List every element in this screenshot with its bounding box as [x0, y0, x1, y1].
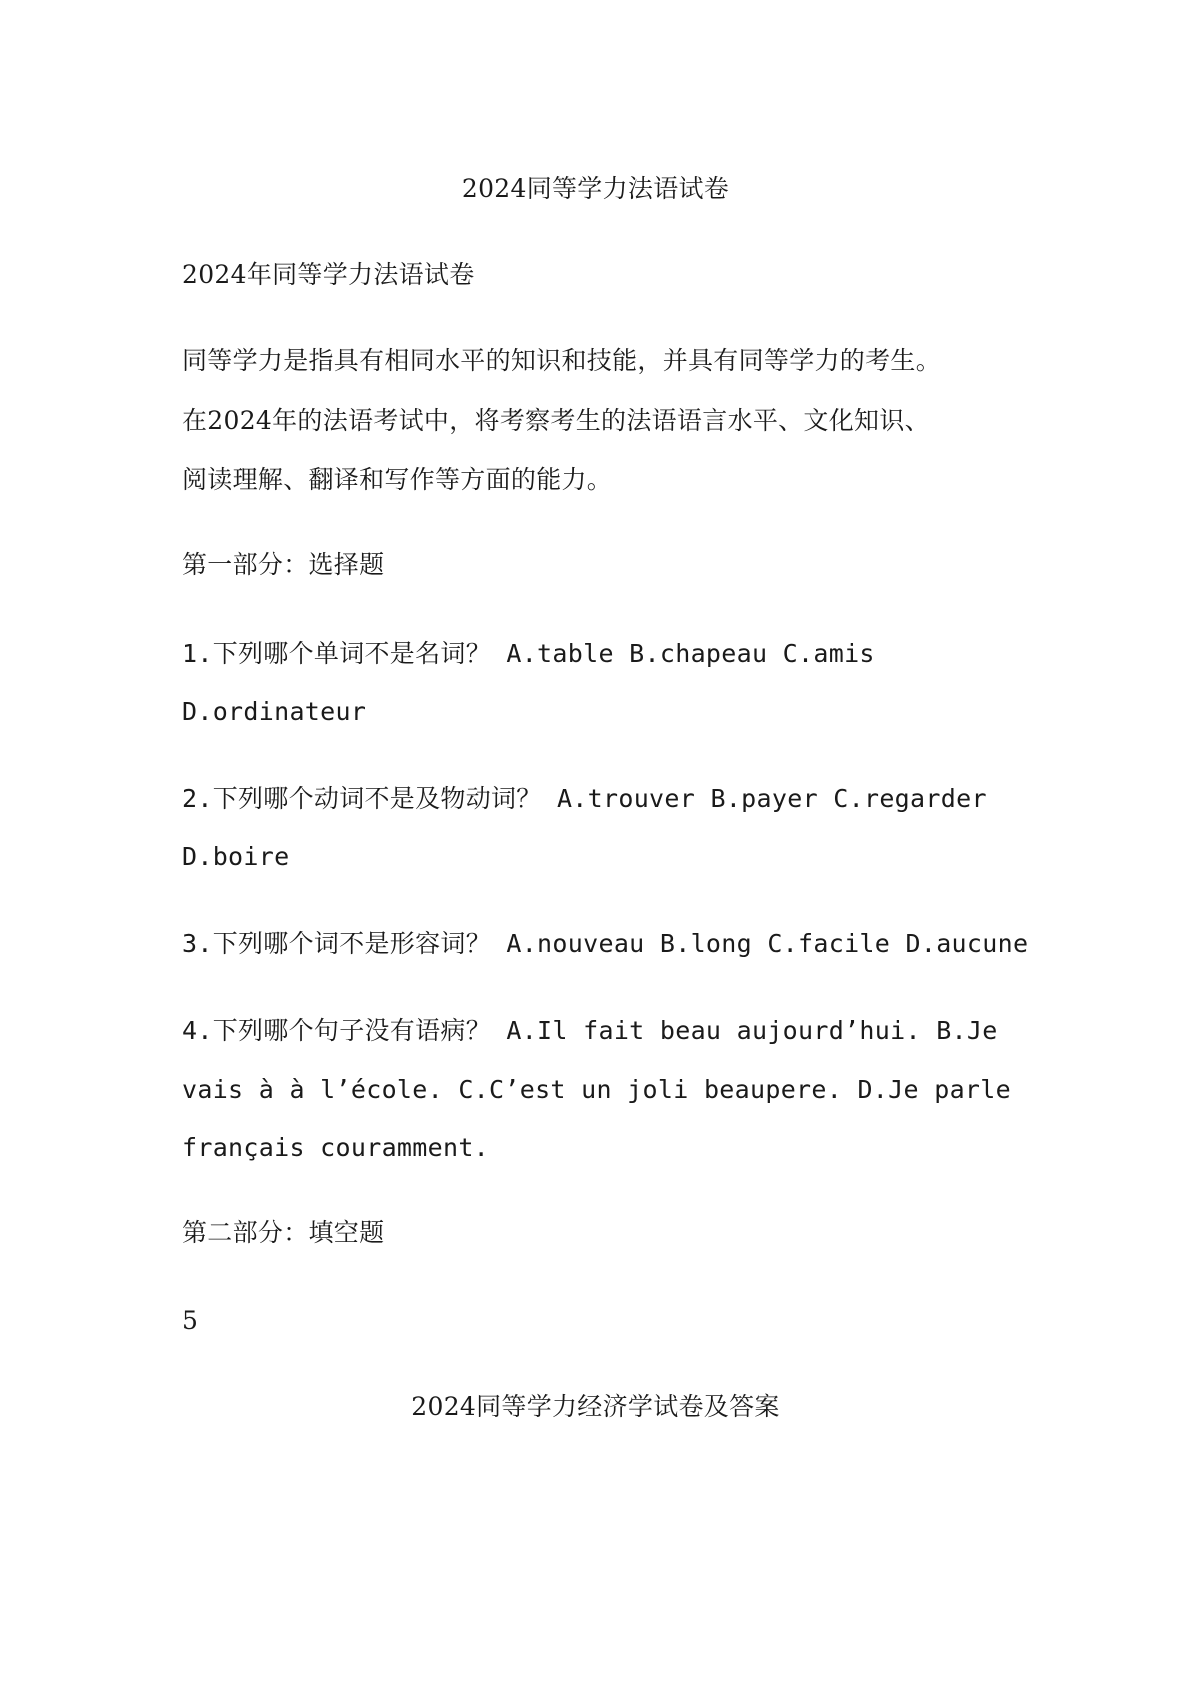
question-line: D.boire	[182, 842, 290, 871]
document-subtitle: 2024年同等学力法语试卷	[182, 260, 475, 289]
question-line: 3.下列哪个词不是形容词？ A.nouveau B.long C.facile D.aucune	[182, 929, 1029, 958]
next-document-title: 2024同等学力经济学试卷及答案	[411, 1392, 780, 1421]
document-title: 2024同等学力法语试卷	[461, 174, 730, 203]
question-line: 4.下列哪个句子没有语病？ A.Il fait beau aujourd’hui. B.Je	[182, 1016, 998, 1045]
section2-item: 5	[182, 1306, 199, 1335]
question-line: 1.下列哪个单词不是名词？ A.table B.chapeau C.amis	[182, 639, 875, 668]
section1-heading: 第一部分：选择题	[182, 550, 385, 579]
question-line: 2.下列哪个动词不是及物动词？ A.trouver B.payer C.regarder	[182, 784, 987, 813]
question-line: français couramment.	[182, 1133, 490, 1162]
section2-heading: 第二部分：填空题	[182, 1218, 385, 1247]
intro-line: 同等学力是指具有相同水平的知识和技能，并具有同等学力的考生。	[182, 346, 942, 375]
intro-line: 在2024年的法语考试中，将考察考生的法语语言水平、文化知识、	[182, 406, 930, 435]
question-line: vais à à l’école. C.C’est un joli beaupere. D.Je parle	[182, 1075, 1011, 1104]
intro-line: 阅读理解、翻译和写作等方面的能力。	[182, 465, 613, 494]
question-line: D.ordinateur	[182, 697, 367, 726]
